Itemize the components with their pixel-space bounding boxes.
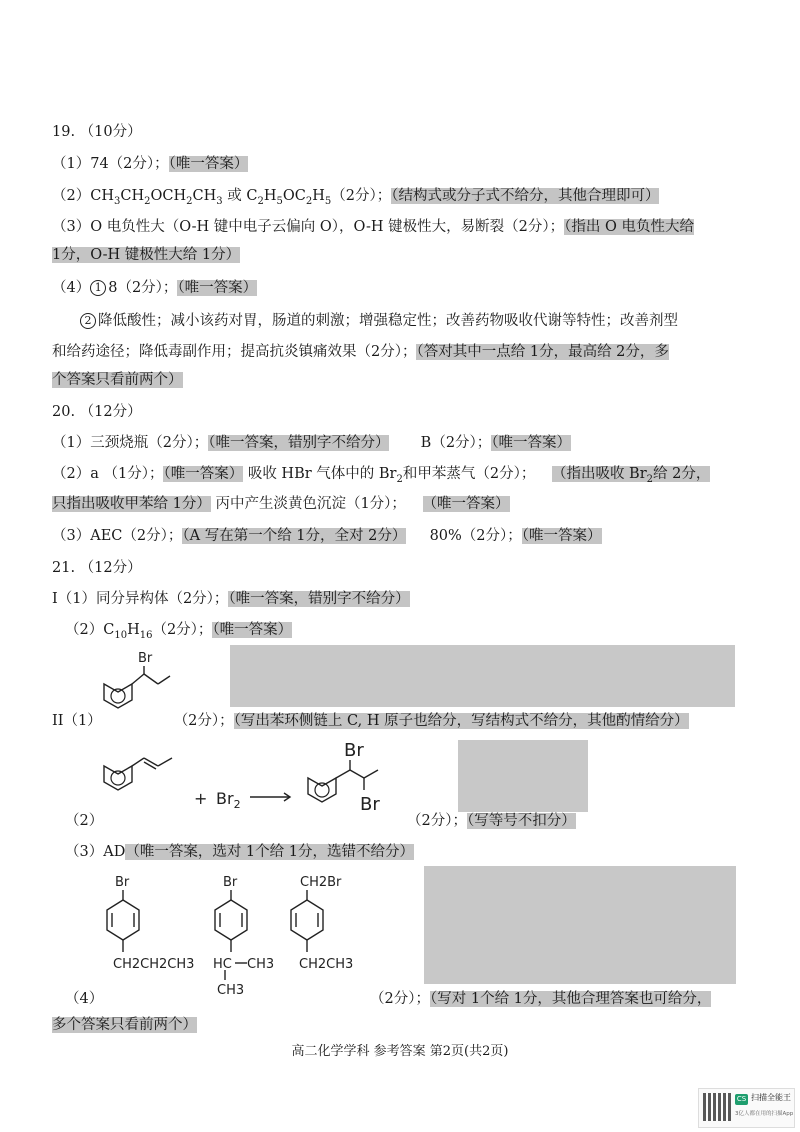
q20-part2-note-c: （唯一答案） <box>422 496 510 512</box>
q21-ii4-highlight-block <box>424 866 736 984</box>
svg-text:Br2: $Br_2$ <box>216 789 241 811</box>
q21-ii3-note: （唯一答案，选对 1个给 1分，选错不给分） <box>125 844 414 860</box>
svg-text:CH2CH3: CH2CH3 <box>299 957 354 972</box>
q21-ii2: （2） <box>65 813 104 829</box>
scanner-subtitle: 3亿人都在用的扫描App <box>735 1111 794 1117</box>
q20-part1: （1）三颈烧瓶（2分）；（唯一答案，错别字不给分） B（2分）；（唯一答案） <box>52 435 572 451</box>
q21-header: 21. （12分） <box>52 560 142 576</box>
scanner-name: 扫描全能王 <box>751 1093 791 1102</box>
q21-ii1: II（1） （2分）；（写出苯环侧链上 C, H 原子也给分，写结构式不给分，其他酌情给分） <box>52 713 689 729</box>
scanner-badge: CS <box>736 1095 747 1103</box>
svg-text:CH2Br: CH2Br <box>300 875 342 890</box>
q19-part4: （4） 1 8（2分）；（唯一答案） <box>52 280 258 296</box>
q20-part1-note-b: （唯一答案） <box>491 435 572 451</box>
q21-i2-note: （唯一答案） <box>212 622 293 638</box>
q19-part1-note: （唯一答案） <box>168 156 249 172</box>
reaction-bromination <box>98 742 418 826</box>
q21-ii1-note: （写出苯环侧链上 C, H 原子也给分，写结构式不给分，其他酌情给分） <box>233 713 689 729</box>
q19-part1: （1）74（2分）；（唯一答案） <box>52 156 249 172</box>
q19-part4b-line1: 2 降低酸性；减小该药对胃，肠道的刺激；增强稳定性；改善药物吸收代谢等特性；改善剂型 <box>80 310 678 332</box>
q21-i2: $(2)C_{10}H_{16}(2$分）；（唯一答案） <box>65 622 293 641</box>
svg-text:CH3: CH3 <box>247 957 275 972</box>
svg-text:CH3: CH3 <box>217 983 245 998</box>
svg-text:Br: Br <box>344 740 364 761</box>
q20-part2-note-a: （唯一答案） <box>163 466 244 482</box>
q21-ii4: （4） <box>65 991 104 1007</box>
svg-text:HC: HC <box>213 957 232 972</box>
q21-ii2-note: （写等号不扣分） <box>466 813 576 829</box>
molecules-ii4 <box>95 868 375 998</box>
q19-part4b-line2: 和给药途径；降低毒副作用；提高抗炎镇痛效果（2分）；（答对其中一点给 1分，最高给 2分，多 <box>52 344 669 360</box>
svg-text:CH2CH2CH3: CH2CH2CH3 <box>113 957 195 972</box>
q20-part2-note-b-cont: 只指出吸收甲苯给 1分） <box>52 496 211 512</box>
svg-text:+: + <box>194 789 208 808</box>
q19-part3-note-b: 1分，O-H 键极性大给 1分） <box>52 247 241 263</box>
q21-ii1-highlight-block <box>230 645 735 707</box>
q19-part4-note: （唯一答案） <box>177 280 258 296</box>
q20-part3-note-b: （唯一答案） <box>521 528 602 544</box>
svg-text:Br: Br <box>360 794 380 815</box>
q21-ii4-note-a: （写对 1个给 1分，其他合理答案也可给分， <box>429 991 712 1007</box>
circled-number-1: 1 <box>90 280 106 296</box>
q21-ii3: （3）AD（唯一答案，选对 1个给 1分，选错不给分） <box>65 844 414 860</box>
q19-part3-note-a: （指出 O 电负性大给 <box>564 219 694 235</box>
q19-part4b-note-a: （答对其中一点给 1分，最高给 2分，多 <box>416 344 669 360</box>
q21-ii2-highlight-block <box>458 740 588 812</box>
q19-part3: （3）O 电负性大（O-H 键中电子云偏向 O），O-H 键极性大，易断裂（2分）；（指出 O 电负性大给 <box>52 219 694 235</box>
q20-part3: （3）AEC（2分）；（A 写在第一个给 1分，全对 2分） 80%（2分）；（唯一答案） <box>52 528 602 544</box>
q21-i1: I（1）同分异构体（2分）；（唯一答案，错别字不给分） <box>52 591 410 607</box>
q19-part2: $(2)CH_3CH_2OCH_2CH_3$ 或 $C_2H_5OC_2H_5(2$分）；（结构式或分子式不给分，其他合理即可） <box>52 188 660 207</box>
page-footer: 高二化学学科 参考答案 第2页(共2页) <box>291 1044 509 1059</box>
svg-text:Br: Br <box>223 875 238 890</box>
scanner-watermark <box>698 1088 795 1128</box>
svg-text:Br: Br <box>115 875 130 890</box>
q20-part2-note-b: （指出吸收 $Br_2$给 2分， <box>551 466 711 485</box>
svg-text:Br: Br <box>138 651 153 666</box>
q20-part2: （2）a （1分）；（唯一答案） 吸收 HBr 气体中的 $Br_2$和甲苯蒸气（2分）； （指出吸收 $Br_2$给 2分， <box>52 466 711 485</box>
q20-part3-note-a: （A 写在第一个给 1分，全对 2分） <box>182 528 407 544</box>
q20-part1-note-a: （唯一答案，错别字不给分） <box>208 435 390 451</box>
q21-ii4-note-b: 多个答案只看前两个） <box>52 1017 197 1033</box>
circled-number-2: 2 <box>80 313 96 329</box>
q20-header: 20. （12分） <box>52 404 142 420</box>
q19-part2-note: （结构式或分子式不给分，其他合理即可） <box>391 188 660 204</box>
q19-part4b-note-b: 个答案只看前两个） <box>52 372 183 388</box>
q21-i1-note: （唯一答案，错别字不给分） <box>228 591 410 607</box>
q19-header: 19. （10分） <box>52 124 142 140</box>
qr-code-icon <box>703 1093 731 1121</box>
